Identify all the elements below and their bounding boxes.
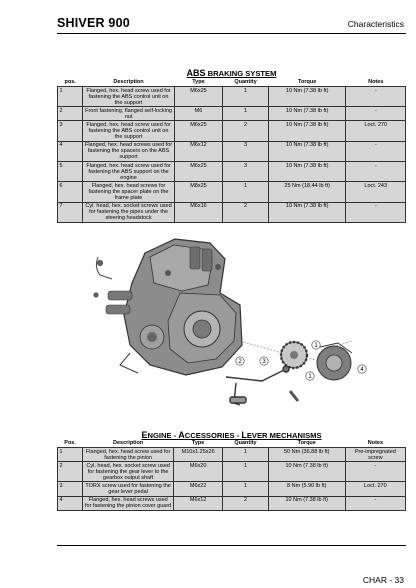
- cell-pos: 7: [58, 202, 83, 222]
- col-quantity: Quantity: [234, 79, 257, 86]
- cell-qty: 1: [223, 462, 269, 482]
- cell-notes: -: [346, 162, 406, 182]
- abs-table-title: [57, 68, 406, 78]
- mounting-bracket: [94, 257, 112, 297]
- engine-title-rest2: CCESSORIES -: [184, 431, 242, 440]
- abs-title-rest: BRAKING SYSTEM: [207, 69, 277, 78]
- cell-pos: 2: [58, 107, 83, 121]
- cell-qty: 1: [223, 482, 269, 496]
- cell-qty: 1: [223, 87, 269, 107]
- col-type: Type: [191, 440, 205, 447]
- page-number: CHAR - 33: [362, 575, 404, 585]
- cell-description: Flanged, hex. head screw used for fastening the ABS control unit on the support: [83, 121, 175, 141]
- cell-notes: Pre-impregnated screw: [345, 448, 405, 462]
- cell-notes: -: [346, 107, 406, 121]
- engine-title-e: E: [141, 430, 148, 440]
- cell-torque: 10 Nm (7.38 lb ft): [268, 121, 346, 141]
- cell-pos: 4: [58, 496, 83, 510]
- cell-torque: 10 Nm (7.38 lb ft): [268, 462, 345, 482]
- callout-1-right-label: 1: [314, 343, 318, 350]
- cell-torque: 10 Nm (7.38 lb ft): [268, 496, 345, 510]
- callout-1-left-label: 1: [308, 374, 312, 381]
- cell-description: Flanged, hex. head screw used for fastening the pinion: [83, 448, 174, 462]
- cell-pos: 3: [58, 121, 83, 141]
- cell-description: TORX screw used for fastening the gear lever pedal: [83, 482, 174, 496]
- col-torque: Torque: [297, 440, 316, 447]
- cell-type: M6x12: [174, 496, 223, 510]
- cell-notes: Loct. 243: [346, 182, 406, 202]
- cell-qty: 1: [223, 448, 269, 462]
- cell-qty: 1: [223, 107, 269, 121]
- page-title: SHIVER 900: [57, 16, 130, 30]
- abs-title-abs: ABS: [186, 68, 206, 78]
- engine-title-rest: NGINE -: [147, 431, 179, 440]
- cell-type: M6x25: [174, 162, 222, 182]
- section-label: Characteristics: [347, 19, 404, 29]
- cell-torque: 10 Nm (7.38 lb ft): [268, 87, 346, 107]
- table-row: [58, 87, 406, 107]
- cell-notes: Loct. 270: [346, 121, 406, 141]
- table-row: [58, 141, 406, 161]
- cell-type: M6x12: [174, 141, 222, 161]
- cell-description: Cyl. head, hex. socket screws used for fastening the pipes under the steering headstock: [83, 202, 175, 222]
- table-row: [58, 107, 406, 121]
- cell-notes: -: [346, 202, 406, 222]
- cell-torque: 10 Nm (7.38 lb ft): [268, 162, 346, 182]
- pinion-cover-guard: [317, 343, 352, 380]
- cell-notes: -: [346, 141, 406, 161]
- abs-torque-table: [57, 79, 406, 223]
- col-type: Type: [192, 79, 205, 86]
- table-row: [58, 202, 406, 222]
- cell-pos: 1: [58, 448, 83, 462]
- cell-torque: 10 Nm (7.38 lb ft): [268, 202, 346, 222]
- cell-type: M10x1.25x26: [174, 448, 223, 462]
- cell-qty: 3: [223, 141, 269, 161]
- col-description: Description: [113, 440, 144, 447]
- cell-torque: 8 Nm (5.90 lb ft): [268, 482, 345, 496]
- engine-exploded-diagram: [90, 233, 380, 411]
- cell-description: Flanged, hex. head screws used for fastening the spacers on the ABS support: [83, 141, 175, 161]
- col-quantity: Quantity: [234, 440, 257, 447]
- engine-title-a: A: [178, 430, 185, 440]
- col-notes: Notes: [368, 79, 384, 86]
- cell-pos: 3: [58, 482, 83, 496]
- cell-notes: Loct. 270: [345, 482, 405, 496]
- col-pos: Pos.: [64, 440, 76, 447]
- cell-torque: 50 Nm (36.88 lb ft): [268, 448, 345, 462]
- cell-qty: 1: [223, 182, 269, 202]
- cell-type: M6: [174, 107, 222, 121]
- col-description: Description: [113, 79, 144, 86]
- callout-4-label: 4: [360, 367, 364, 374]
- table-row: [58, 496, 406, 510]
- cell-description: Front fastening, flanged self-locking nut: [83, 107, 175, 121]
- cell-pos: 4: [58, 141, 83, 161]
- header-rule: [57, 33, 406, 34]
- col-notes: Notes: [367, 440, 384, 447]
- cell-type: M6x22: [174, 482, 223, 496]
- cell-type: M6x16: [174, 202, 222, 222]
- cell-qty: 3: [223, 162, 269, 182]
- engine-table-title: [57, 430, 406, 440]
- cell-type: M6x25: [174, 121, 222, 141]
- cell-torque: 25 Nm (18.44 lb ft): [268, 182, 346, 202]
- col-pos: pos.: [64, 79, 76, 86]
- cell-description: Flanged, hex. head screw used for fastening the ABS support on the engine: [83, 162, 175, 182]
- cell-description: Flanged, hex. head screws used for fastening the pinion cover guard: [83, 496, 174, 510]
- cell-description: Flanged, hex. head screw used for fastening the ABS control unit on the support: [83, 87, 175, 107]
- callout-3-label: 3: [262, 359, 266, 366]
- table-row: [58, 182, 406, 202]
- cell-qty: 2: [223, 496, 269, 510]
- cell-pos: 2: [58, 462, 83, 482]
- engine-title-rest3: EVER MECHANISMS: [246, 431, 322, 440]
- table-row: [58, 448, 406, 462]
- gear-lever-assembly: [226, 366, 289, 405]
- cell-pos: 6: [58, 182, 83, 202]
- cell-type: M6x25: [174, 87, 222, 107]
- cell-notes: -: [346, 87, 406, 107]
- engine-title-l: L: [241, 430, 247, 440]
- table-row: [58, 482, 406, 496]
- cell-torque: 10 Nm (7.38 lb ft): [268, 107, 346, 121]
- cell-pos: 5: [58, 162, 83, 182]
- cell-description: Cyl. head, hex. socket screw used for fastening the gear lever to the gearbox output shaft: [83, 462, 174, 482]
- footer-rule: [57, 545, 406, 546]
- cell-torque: 10 Nm (7.38 lb ft): [268, 141, 346, 161]
- table-row: [58, 462, 406, 482]
- cell-type: M6x20: [174, 462, 223, 482]
- cell-description: Flanged, hex. head screws for fastening the spacer plate on the frame plate: [83, 182, 175, 202]
- cell-qty: 2: [223, 202, 269, 222]
- cell-pos: 1: [58, 87, 83, 107]
- col-torque: Torque: [298, 79, 317, 86]
- table-row: [58, 121, 406, 141]
- cell-notes: -: [345, 462, 405, 482]
- engine-block: [106, 239, 242, 375]
- callout-2-label: 2: [238, 359, 242, 366]
- cell-type: M8x25: [174, 182, 222, 202]
- table-row: [58, 162, 406, 182]
- cell-qty: 2: [223, 121, 269, 141]
- cell-notes: -: [345, 496, 405, 510]
- engine-torque-table: [57, 440, 406, 511]
